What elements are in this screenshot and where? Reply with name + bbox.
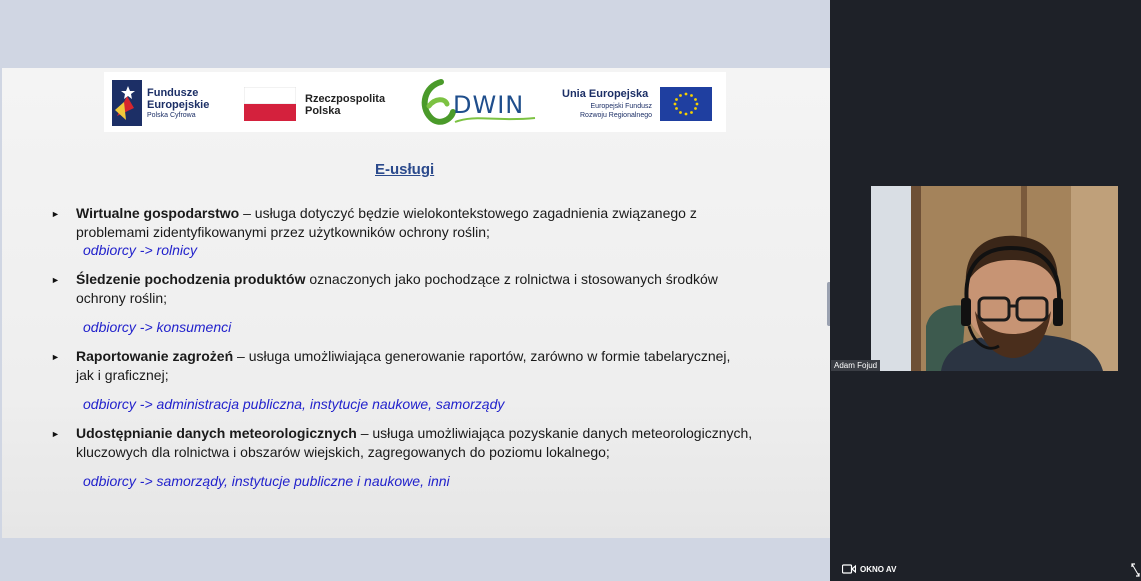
bullet-arrow-icon: ►	[51, 275, 60, 285]
fe-logo-subtext: Polska Cyfrowa	[147, 112, 196, 119]
bullet-text	[76, 424, 766, 462]
fundusze-europejskie-logo	[112, 80, 142, 126]
bullet-text	[76, 204, 766, 242]
okno-av-label[interactable]: OKNO AV	[860, 565, 897, 574]
bullet-line2: ochrony roślin;	[76, 290, 168, 306]
ue-sub1: Europejski Fundusz	[590, 103, 652, 110]
bullet-line1: – usługa umożliwiająca pozyskanie danych meteorologicznych,	[356, 425, 753, 441]
recipients-text: odbiorcy -> administracja publiczna, instytucje naukowe, samorządy	[83, 396, 505, 412]
ue-logo-title: Unia Europejska	[562, 88, 649, 100]
participant-name-label: Adam Fojud	[831, 360, 880, 371]
bullet-arrow-icon: ►	[51, 352, 60, 362]
bullet-arrow-icon: ►	[51, 429, 60, 439]
expand-icon[interactable]	[1131, 563, 1140, 577]
recipients-text: odbiorcy -> konsumenci	[83, 319, 232, 335]
bullet-bold: Śledzenie pochodzenia produktów	[76, 271, 306, 287]
fe-logo-text	[147, 87, 209, 111]
bullet-text	[76, 270, 766, 308]
bullet-line2: kluczowych dla rolnictwa i obszarów wiejskich, zagregowanych do poziomu lokalnego;	[76, 444, 610, 460]
rp-line1: Rzeczpospolita	[305, 93, 386, 105]
bullet-bold: Udostępnianie danych meteorologicznych	[76, 425, 357, 441]
bullet-bold: Wirtualne gospodarstwo	[76, 205, 240, 221]
bullet-line2: problemami zidentyfikowanymi przez użytkowników ochrony roślin;	[76, 224, 490, 240]
recipients-text: odbiorcy -> samorządy, instytucje publiczne i naukowe, inni	[83, 473, 450, 489]
bullet-line1: – usługa dotyczyć będzie wielokontekstowego zagadnienia związanego z	[239, 205, 697, 221]
fe-line2: Europejskie	[147, 99, 210, 111]
slide-title: E-usługi	[375, 161, 435, 178]
bullet-arrow-icon: ►	[51, 209, 60, 219]
rzeczpospolita-logo-text	[305, 93, 385, 117]
polish-flag-icon	[244, 87, 296, 121]
eu-flag-icon	[660, 87, 712, 121]
rp-line2: Polska	[305, 105, 341, 117]
ue-logo-subtext	[564, 102, 652, 120]
bullet-line2: jak i graficznej;	[76, 367, 169, 383]
bullet-text	[76, 347, 766, 385]
fe-line1: Fundusze	[147, 87, 199, 99]
edwin-logo-text: DWIN	[453, 91, 525, 119]
bullet-line1: – usługa umożliwiająca generowanie raportów, zarówno w formie tabelarycznej,	[233, 348, 731, 364]
recipients-text: odbiorcy -> rolnicy	[83, 242, 197, 258]
ue-sub2: Rozwoju Regionalnego	[580, 112, 652, 119]
camera-icon[interactable]	[842, 564, 856, 574]
bullet-line1: oznaczonych jako pochodzące z rolnictwa i stosowanych środków	[305, 271, 718, 287]
participant-video-feed	[871, 186, 1118, 371]
participant-video-tile[interactable]	[871, 186, 1118, 371]
bullet-bold: Raportowanie zagrożeń	[76, 348, 234, 364]
